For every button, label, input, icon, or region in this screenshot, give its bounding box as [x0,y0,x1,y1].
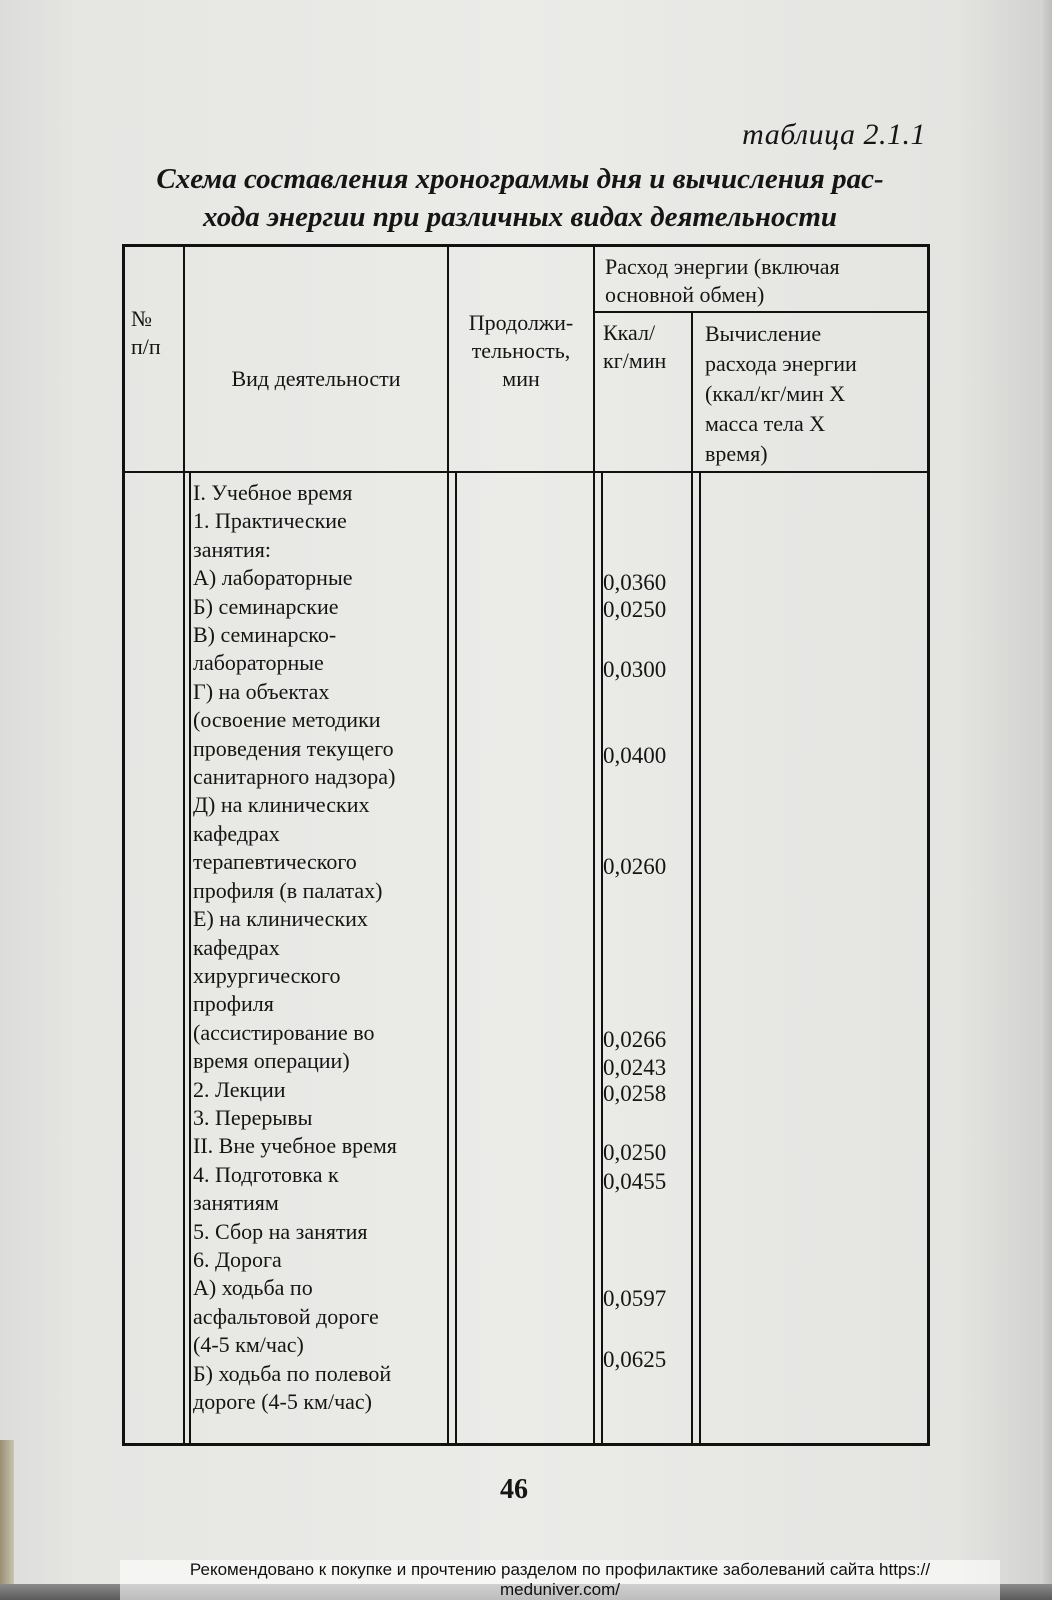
activity-line: профиля [193,991,274,1017]
activity-line: лабораторные [193,650,324,676]
activity-line: профиля (в палатах) [193,877,383,903]
title-line-1: Схема составления хронограммы дня и вычисления рас- [156,163,884,195]
kcal-value: 0,0360 [603,570,667,596]
activity-line: Е) на клинических [193,906,368,932]
page-edge-left [0,1440,14,1600]
activity-line: 4. Подготовка к [193,1161,339,1187]
activity-line: (4-5 км/час) [193,1332,304,1358]
activity-line: I. Учебное время [193,480,353,505]
activity-line: 3. Перерывы [193,1104,313,1130]
col-divider [447,247,449,1443]
kcal-value: 0,0625 [603,1347,667,1372]
footer-recommendation: Рекомендовано к покупке и прочтению разделом по профилактике заболеваний сайта https:// meduniver.com/ [120,1560,1000,1600]
header-calc: Вычисление расхода энергии (ккал/кг/мин Х масса тела Х время) [705,321,857,466]
activity-line: В) семинарско- [193,622,337,648]
activity-line: 6. Дорога [193,1246,282,1272]
col-divider [691,311,693,1443]
kcal-value: 0,0400 [603,742,667,768]
kcal-value: 0,0266 [603,1026,667,1052]
activity-column [193,479,447,1416]
activity-line: асфальтовой дороге [193,1303,379,1329]
row-divider [593,311,927,313]
activity-line: Д) на клинических [193,792,370,818]
activity-line: хирургического [193,962,341,988]
activity-line: время операции) [193,1048,350,1074]
activity-line: кафедрах [193,820,280,846]
header-bottom-line [125,471,927,473]
activity-line: занятия: [193,536,271,562]
title-line-2: хода энергии при различных видах деятельности [202,201,838,233]
activity-line: проведения текущего [193,735,394,761]
activity-line: терапевтического [193,849,357,875]
kcal-value: 0,0250 [603,1140,667,1166]
energy-table [122,244,930,1446]
activity-line: 5. Сбор на занятия [193,1218,368,1244]
activity-line: А) лабораторные [193,565,353,591]
activity-line: 1. Практические [193,508,347,534]
page-number: 46 [500,1474,528,1505]
header-activity: Вид деятельности [231,366,401,391]
header-kcal: Ккал/ кг/мин [603,320,667,373]
activity-line: Б) семинарские [193,593,339,619]
activity-line: санитарного надзора) [193,764,396,790]
table-title [120,160,920,236]
activity-line: занятиям [193,1190,279,1216]
kcal-value: 0,0260 [603,854,667,880]
activity-line: 2. Лекции [193,1076,286,1102]
activity-line: Г) на объектах [193,678,330,704]
kcal-value: 0,0597 [603,1286,667,1312]
header-energy-group: Расход энергии (включая основной обмен) [605,254,840,307]
kcal-value: 0,0300 [603,657,667,683]
activity-line: Б) ходьба по полевой [193,1360,392,1386]
col-divider-double [455,472,457,1443]
col-divider [593,247,595,1443]
header-duration: Продолжи- тельность, мин [468,310,574,391]
col-divider [183,247,185,1443]
activity-line: (ассистирование во [193,1019,375,1045]
kcal-value: 0,0455 [603,1168,667,1194]
page-edge-right [1040,0,1052,1600]
table-caption: таблица 2.1.1 [742,118,926,151]
activity-line: (освоение методики [193,707,381,733]
kcal-value: 0,0243 [603,1055,667,1080]
kcal-value: 0,0250 [603,596,667,622]
col-divider-double [189,472,191,1443]
col-divider-double [699,472,701,1443]
activity-line: дороге (4-5 км/час) [193,1389,372,1414]
activity-line: А) ходьба по [193,1275,313,1301]
activity-line: II. Вне учебное время [193,1133,397,1159]
kcal-value: 0,0258 [603,1081,667,1107]
header-number: № п/п [131,306,161,359]
activity-line: кафедрах [193,934,280,960]
